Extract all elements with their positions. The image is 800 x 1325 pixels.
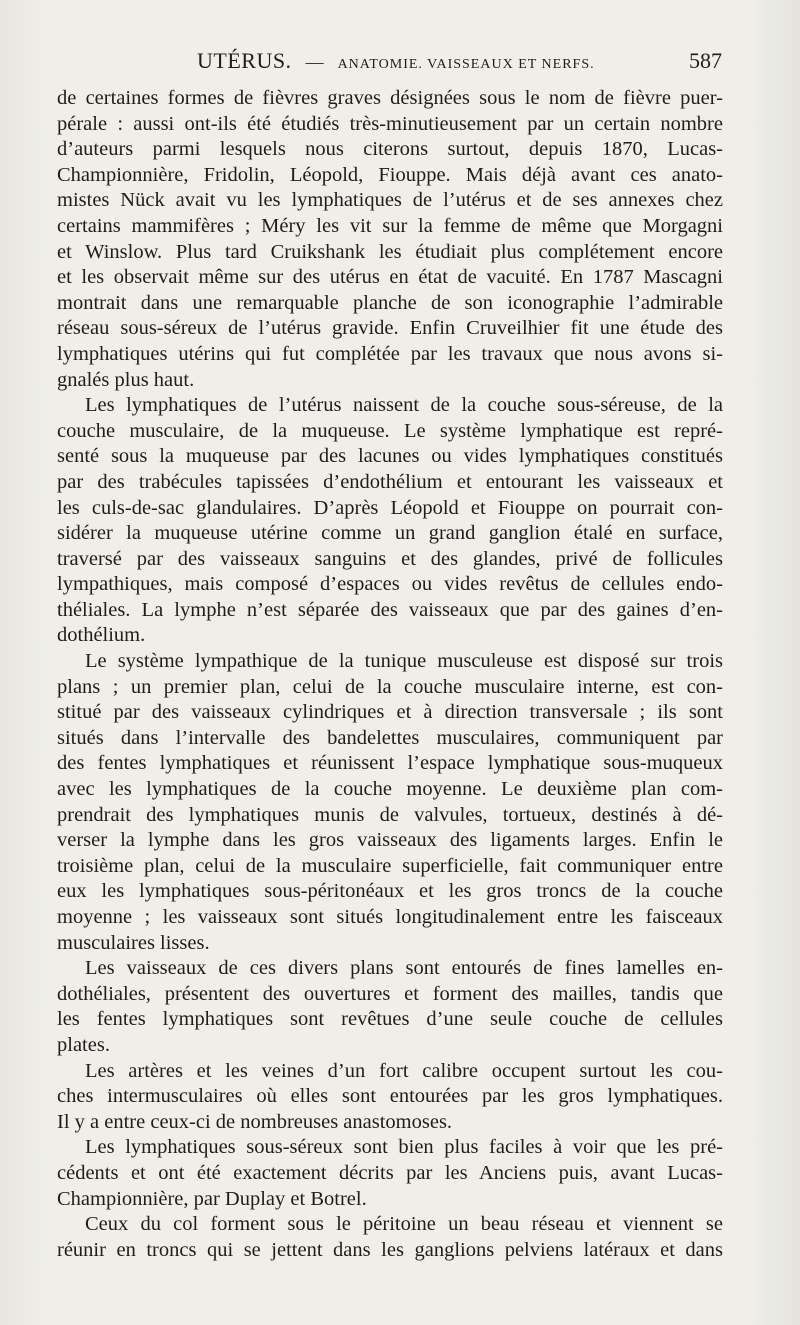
paragraph [57, 86, 723, 393]
text-line: les fentes lymphatiques sont revêtues d’une seule couche de cellules [57, 1008, 723, 1031]
text-line: réseau sous-séreux de l’utérus gravide. Enfin Cruveilhier fit une étude des [57, 317, 723, 340]
text-line: Les artères et les veines d’un fort calibre occupent surtout les cou- [85, 1059, 723, 1082]
text-line: gnalés plus haut. [57, 368, 195, 391]
text-line: et les observait même sur des utérus en état de vacuité. En 1787 Mascagni [57, 266, 723, 289]
paragraph [57, 393, 723, 649]
paragraph [57, 1135, 723, 1212]
text-line: réunir en troncs qui se jettent dans les ganglions pelviens latéraux et dans [57, 1238, 723, 1261]
body-text [57, 86, 723, 1263]
paragraph [57, 956, 723, 1058]
text-line: de certaines formes de fièvres graves désignées sous le nom de fièvre puer- [57, 87, 723, 109]
paragraph [57, 649, 723, 956]
text-line: et Winslow. Plus tard Cruikshank les étudiait plus complétement encore [57, 240, 723, 263]
text-line: mistes Nück avait vu les lymphatiques de l’utérus et de ses annexes chez [57, 189, 723, 212]
text-line: sidérer la muqueuse utérine comme un grand ganglion étalé en surface, [57, 522, 723, 545]
text-line: avec les lymphatiques de la couche moyenne. Le deuxième plan com- [57, 778, 723, 801]
text-line: Il y a entre ceux-ci de nombreuses anastomoses. [57, 1110, 453, 1133]
text-line: prendrait des lymphatiques munis de valvules, tortueux, destinés à dé- [57, 803, 723, 826]
text-line: certains mammifères ; Méry les vit sur la femme de même que Morgagni [57, 214, 723, 237]
text-line: d’auteurs parmi lesquels nous citerons surtout, depuis 1870, Lucas- [57, 138, 723, 161]
text-line: dothéliales, présentent des ouvertures et forment des mailles, tandis que [57, 982, 723, 1005]
paragraph [57, 1059, 723, 1136]
text-line: Championnière, par Duplay et Botrel. [57, 1187, 367, 1210]
text-line: senté sous la muqueuse par des lacunes ou vides lymphatiques constitués [57, 445, 723, 468]
text-line: lympathiques, mais composé d’espaces ou vides revêtus de cellules endo- [57, 573, 723, 596]
text-line: dothélium. [57, 624, 146, 647]
text-line: Championnière, Fridolin, Léopold, Fiouppe. Mais déjà avant ces anato- [57, 163, 723, 186]
text-line: Les vaisseaux de ces divers plans sont entourés de fines lamelles en- [85, 957, 723, 980]
text-line: eux les lymphatiques sous-péritonéaux et les gros troncs de la couche [57, 880, 723, 903]
header-subtitle: ANATOMIE. VAISSEAUX ET NERFS. [337, 57, 595, 72]
running-header [57, 48, 722, 82]
text-line: montrait dans une remarquable planche de son iconographie l’admirable [57, 291, 723, 314]
text-line: des fentes lymphatiques et réunissent l’espace lymphatique sous-muqueux [57, 752, 723, 775]
header-title: UTÉRUS. [197, 48, 292, 73]
header-dash: — [305, 52, 324, 72]
text-line: couche musculaire, de la muqueuse. Le système lymphatique est repré- [57, 419, 723, 442]
text-line: ches intermusculaires où elles sont entourées par les gros lymphatiques. [57, 1085, 723, 1108]
text-line: troisième plan, celui de la musculaire superficielle, fait communiquer entre [57, 854, 723, 877]
text-line: cédents et ont été exactement décrits par les Anciens puis, avant Lucas- [57, 1161, 723, 1184]
text-line: lymphatiques utérins qui fut complétée par les travaux que nous avons si- [57, 342, 723, 365]
text-line: plates. [57, 1033, 110, 1056]
page-number: 587 [689, 48, 722, 73]
text-line: moyenne ; les vaisseaux sont situés longitudinalement entre les faisceaux [57, 906, 723, 928]
text-line: traversé par des vaisseaux sanguins et des glandes, privé de follicules [57, 547, 723, 570]
text-line: Le système lympathique de la tunique musculeuse est disposé sur trois [85, 650, 723, 673]
text-line: musculaires lisses. [57, 931, 210, 954]
text-line: pérale : aussi ont-ils été étudiés très-minutieusement par un certain nombre [57, 112, 723, 135]
running-header-left [197, 48, 595, 74]
text-line: théliales. La lymphe n’est séparée des vaisseaux que par des gaines d’en- [57, 598, 723, 621]
text-line: stitué par des vaisseaux cylindriques et à direction transversale ; ils sont [57, 701, 723, 724]
text-line: situés dans l’intervalle des bandelettes musculaires, communiquent par [57, 726, 723, 749]
text-line: par des trabécules tapissées d’endothélium et entourant les vaisseaux et [57, 470, 723, 493]
text-line: les culs-de-sac glandulaires. D’après Léopold et Fiouppe on pourrait con- [57, 496, 723, 519]
text-line: Ceux du col forment sous le péritoine un beau réseau et viennent se [85, 1213, 723, 1236]
text-line: Les lymphatiques de l’utérus naissent de la couche sous-séreuse, de la [85, 394, 723, 417]
text-line: plans ; un premier plan, celui de la couche musculaire interne, est con- [57, 675, 723, 698]
text-line: Les lymphatiques sous-séreux sont bien plus faciles à voir que les pré- [85, 1136, 723, 1159]
text-line: verser la lymphe dans les gros vaisseaux des ligaments larges. Enfin le [57, 829, 723, 852]
paragraph [57, 1212, 723, 1263]
